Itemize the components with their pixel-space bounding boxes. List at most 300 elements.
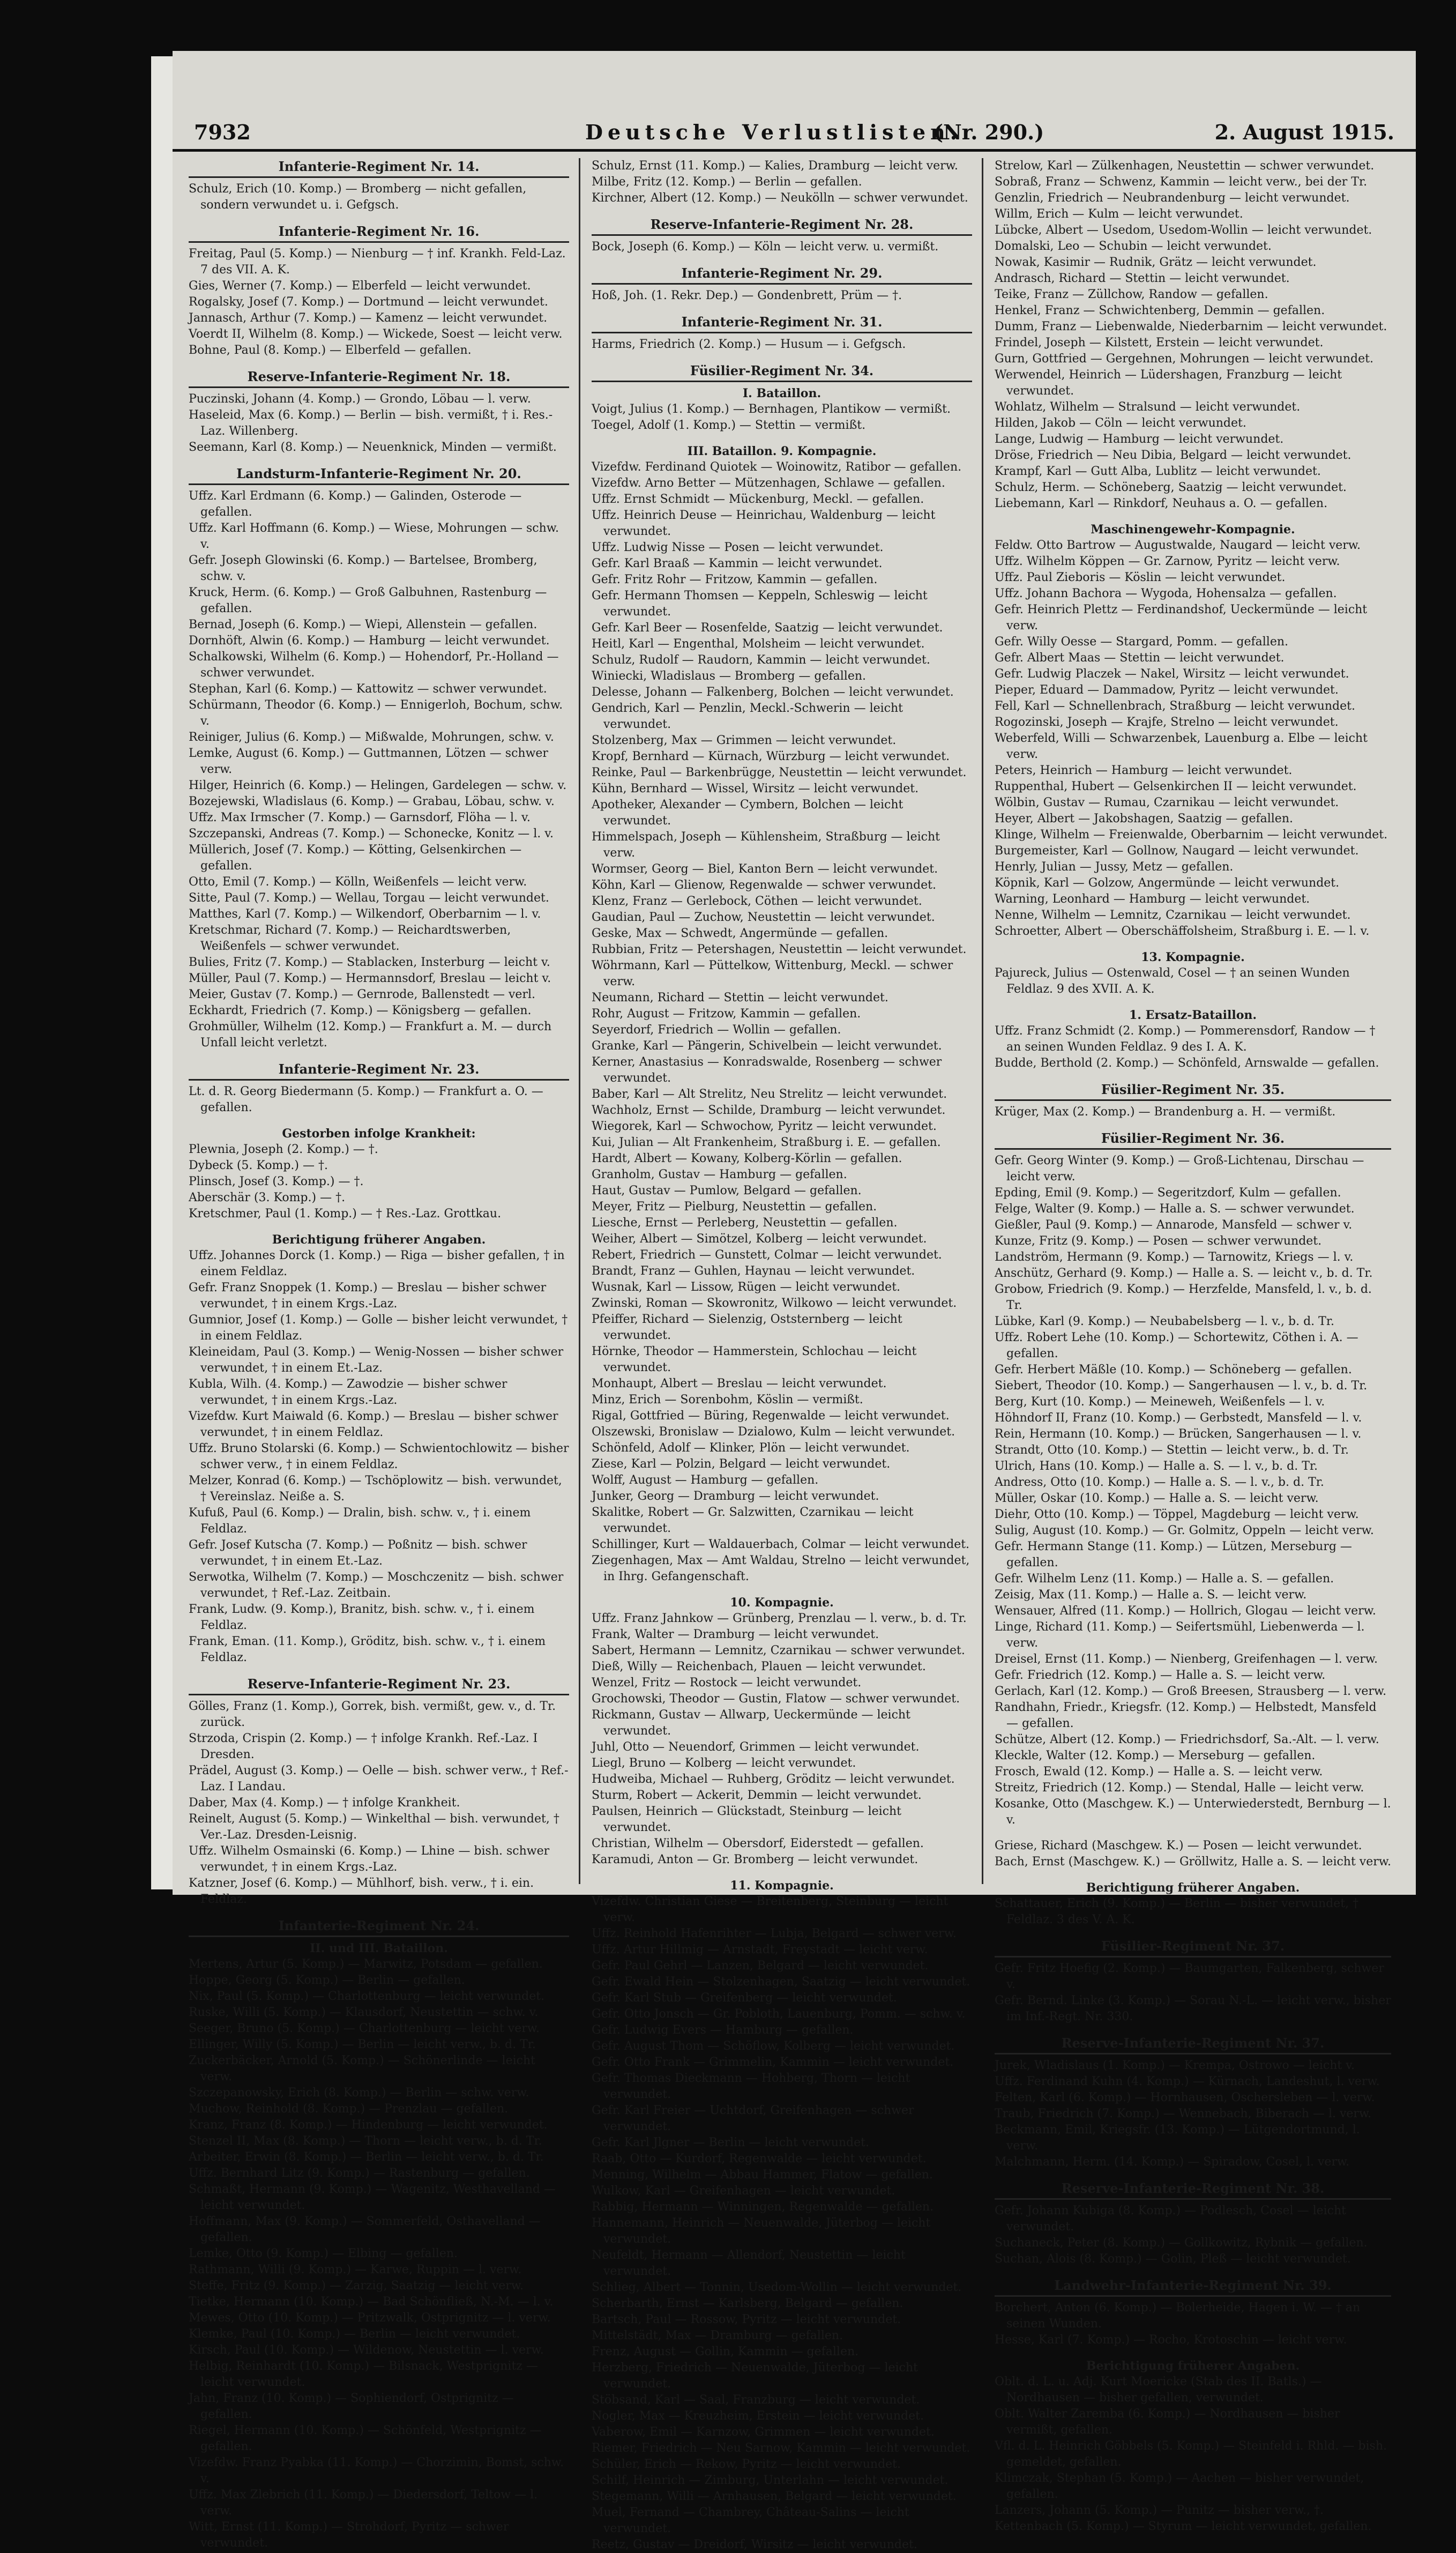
casualty-entry: Daber, Max (4. Komp.) — † infolge Krankheit.	[189, 1796, 460, 1810]
list-section	[995, 2180, 1391, 2267]
casualty-entry: Raab, Otto — Kurdorf, Regenwalde — leicht verwundet.	[592, 2152, 927, 2165]
casualty-entry: Uffz. Franz Schmidt (2. Komp.) — Pommerensdorf, Randow — † an seinen Wunden Feldlaz. 9 des I. A. K.	[995, 1024, 1376, 1054]
casualty-entry: Freitag, Paul (5. Komp.) — Nienburg — † inf. Krankh. Feld-Laz. 7 des VII. A. K.	[189, 247, 566, 277]
casualty-entry: Gefr. Bernd. Linke (3. Komp.) — Sorau N.-L. — leicht verw., bisher im Inf.-Regt. Nr. 330.	[995, 1994, 1391, 2023]
casualty-entry: Schroetter, Albert — Oberschäffolsheim, Straßburg i. E. — l. v.	[995, 925, 1370, 938]
casualty-entry: Lange, Ludwig — Hamburg — leicht verwundet.	[995, 433, 1284, 446]
casualty-entry: Ziese, Karl — Polzin, Belgard — leicht verwundet.	[592, 1457, 891, 1471]
casualty-entry: Apotheker, Alexander — Cymbern, Bolchen — leicht verwundet.	[592, 798, 904, 828]
list-section	[592, 265, 972, 304]
casualty-entry: Uffz. Robert Lehe (10. Komp.) — Schortewitz, Cöthen i. A. — gefallen.	[995, 1331, 1358, 1360]
casualty-entry: Otto, Emil (7. Komp.) — Kölln, Weißenfels — leicht verw.	[189, 875, 527, 889]
casualty-entry: Strandt, Otto (10. Komp.) — Stettin — leicht verw., b. d. Tr.	[995, 1443, 1349, 1457]
casualty-entry: Schulz, Ernst (11. Komp.) — Kalies, Dramburg — leicht verw.	[592, 159, 958, 173]
casualty-entry: Helbig, Reinhardt (10. Komp.) — Bilsnack, Westprignitz — leicht verwundet.	[189, 2360, 538, 2389]
regiment-heading: Füsilier-Regiment Nr. 37.	[995, 1938, 1391, 1957]
casualty-entry: Voerdt II, Wilhelm (8. Komp.) — Wickede, Soest — leicht verw.	[189, 328, 563, 341]
casualty-entry: Beckmann, Emil, Kriegsfr. (13. Komp.) — Lütgendortmund, l. verw.	[995, 2123, 1360, 2153]
casualty-entry: Juhl, Otto — Neuendorf, Grimmen — leicht verwundet.	[592, 1740, 920, 1754]
casualty-entry: Rickmann, Gustav — Allwarp, Ueckermünde — leicht verwundet.	[592, 1708, 910, 1738]
casualty-entry: Gefr. Otto Frank — Grimmelin, Kammin — leicht verwundet.	[592, 2056, 954, 2069]
casualty-entry: Bartsch, Paul — Rossow, Pyritz — leicht verwundet.	[592, 2313, 901, 2326]
casualty-entry: Wohlatz, Wilhelm — Stralsund — leicht verwundet.	[995, 400, 1301, 414]
casualty-entry: Winiecki, Wladislaus — Bromberg — gefallen.	[592, 669, 867, 683]
casualty-entry: Kettenbach (5. Komp.) — Styrum — leicht verwundet, gefallen.	[995, 2520, 1372, 2533]
casualty-entry: Randhahn, Friedr., Kriegsfr. (12. Komp.) — Helbstedt, Mansfeld — gefallen.	[995, 1701, 1377, 1730]
casualty-entry: Köpnik, Karl — Golzow, Angermünde — leicht verwundet.	[995, 876, 1340, 890]
casualty-entry: Müller, Paul (7. Komp.) — Hermannsdorf, Breslau — leicht v.	[189, 972, 551, 985]
casualty-entry: Gefr. Ludwig Evers — Hamburg — gefallen.	[592, 2023, 854, 2037]
casualty-entry: Scherbarth, Ernst — Karlsberg, Belgard — gefallen.	[592, 2297, 904, 2310]
casualty-entry: Frosch, Ewald (12. Komp.) — Halle a. S. — leicht verw.	[995, 1765, 1323, 1778]
casualty-entry: Wachholz, Ernst — Schilde, Dramburg — leicht verwundet.	[592, 1104, 946, 1117]
casualty-entry: Gefr. Otto Jonsch — Gr. Pobloth, Lauenburg, Pomm. — schw. v.	[592, 2007, 966, 2021]
casualty-entry: Uffz. Karl Erdmann (6. Komp.) — Galinden, Osterode — gefallen.	[189, 489, 522, 519]
list-section	[189, 158, 569, 213]
regiment-heading: Füsilier-Regiment Nr. 34.	[592, 362, 972, 382]
casualty-entry: Warning, Leonhard — Hamburg — leicht verwundet.	[995, 892, 1310, 906]
casualty-entry: Hilden, Jakob — Cöln — leicht verwundet.	[995, 416, 1246, 430]
casualty-entry: Bozejewski, Wladislaus (6. Komp.) — Grabau, Löbau, schw. v.	[189, 795, 555, 808]
casualty-entry: Diehr, Otto (10. Komp.) — Töppel, Magdeburg — leicht verw.	[995, 1508, 1359, 1521]
casualty-entry: Burgemeister, Karl — Gollnow, Naugard — leicht verwundet.	[995, 844, 1359, 858]
casualty-entry: Hudweiba, Michael — Ruhberg, Gröditz — leicht verwundet.	[592, 1773, 955, 1786]
casualty-entry: Schmaßt, Hermann (9. Komp.) — Wagenitz, Westhavelland — leicht verwundet.	[189, 2183, 556, 2212]
column-divider	[579, 158, 580, 1884]
casualty-entry: Herzberg, Friedrich — Neuenwalde, Jüterbog — leicht verwundet.	[592, 2361, 918, 2391]
page-header	[173, 111, 1416, 152]
casualty-entry: Gefr. Heinrich Plettz — Ferdinandshof, Ueckermünde — leicht verw.	[995, 603, 1368, 632]
casualty-entry: Hardt, Albert — Kowany, Kolberg-Körlin — gefallen.	[592, 1152, 902, 1165]
casualty-entry: Kretschmer, Paul (1. Komp.) — † Res.-Laz. Grottkau.	[189, 1207, 502, 1220]
issue-date: 2. August 1915.	[1214, 120, 1394, 144]
casualty-entry: Dröse, Friedrich — Neu Dibia, Belgard — leicht verwundet.	[995, 449, 1352, 462]
casualty-entry: Uffz. Ludwig Nisse — Posen — leicht verwundet.	[592, 541, 884, 554]
casualty-entry: Himmelspach, Joseph — Kühlensheim, Straßburg — leicht verw.	[592, 830, 940, 860]
casualty-entry: Andress, Otto (10. Komp.) — Halle a. S. — l. v., b. d. Tr.	[995, 1476, 1324, 1489]
casualty-entry: Reinelt, August (5. Komp.) — Winkelthal — bish. verwundet, † Ver.-Laz. Dresden-Leisnig.	[189, 1812, 559, 1842]
casualty-entry: Gefr. Paul Gehrl — Lanzen, Belgard — leicht verwundet.	[592, 1959, 929, 1973]
casualty-entry: Rein, Hermann (10. Komp.) — Brücken, Sangerhausen — l. v.	[995, 1427, 1362, 1441]
casualty-entry: Uffz. Wilhelm Köppen — Gr. Zarnow, Pyritz — leicht verw.	[995, 555, 1340, 568]
casualty-entry: Schürmann, Theodor (6. Komp.) — Ennigerloh, Bochum, schw. v.	[189, 698, 563, 728]
casualty-entry: Gefr. Joseph Glowinski (6. Komp.) — Bartelsee, Bromberg, schw. v.	[189, 554, 537, 583]
casualty-entry: Schlieg, Albert — Tonnin, Usedom-Wollin — leicht verwundet.	[592, 2281, 962, 2294]
casualty-entry: Krampf, Karl — Gutt Alba, Lublitz — leicht verwundet.	[995, 465, 1321, 478]
casualty-entry: Vizefdw. Arno Better — Mützenhagen, Schlawe — gefallen.	[592, 477, 945, 490]
casualty-entry: Gefr. Herbert Mäßle (10. Komp.) — Schöneberg — gefallen.	[995, 1363, 1352, 1376]
casualty-entry: Minz, Erich — Sorenbohm, Köslin — vermißt.	[592, 1393, 863, 1406]
casualty-entry: Gölles, Franz (1. Komp.), Gorrek, bish. vermißt, gew. v., d. Tr. zurück.	[189, 1700, 556, 1729]
list-section	[189, 1676, 569, 1908]
casualty-entry: Grohmüller, Wilhelm (12. Komp.) — Frankfurt a. M. — durch Unfall leicht verletzt.	[189, 1020, 552, 1050]
casualty-entry: Zuckerbäcker, Arnold (5. Komp.) — Schönerlinde — leicht verw.	[189, 2054, 535, 2083]
casualty-entry: Höhndorf II, Franz (10. Komp.) — Gerbstedt, Mansfeld — l. v.	[995, 1411, 1362, 1425]
casualty-entry: Willm, Erich — Kulm — leicht verwundet.	[995, 207, 1243, 221]
casualty-entry: Gies, Werner (7. Komp.) — Elberfeld — leicht verwundet.	[189, 279, 531, 293]
casualty-entry: Frank, Ludw. (9. Komp.), Branitz, bish. schw. v., † i. einem Feldlaz.	[189, 1603, 535, 1632]
casualty-entry: Uffz. Max Zlebrich (11. Komp.) — Diedersdorf, Teltow — l. verw.	[189, 2488, 538, 2518]
casualty-entry: Grochowski, Theodor — Gustin, Flatow — schwer verwundet.	[592, 1692, 960, 1706]
publication-title: Deutsche Verlustlisten.	[585, 120, 962, 144]
adjacent-page-edge	[151, 56, 173, 1889]
page-number: 7932	[194, 120, 251, 144]
casualty-entry: Gerlach, Karl (12. Komp.) — Groß Breesen, Strausberg — l. verw.	[995, 1685, 1387, 1698]
casualty-entry: Weberfeld, Willi — Schwarzenbek, Lauenburg a. Elbe — leicht verw.	[995, 732, 1368, 761]
casualty-entry: Paulsen, Heinrich — Glückstadt, Steinburg — leicht verwundet.	[592, 1805, 902, 1834]
casualty-entry: Stegemann, Willi — Arnhausen, Belgard — leicht verwundet.	[592, 2490, 957, 2503]
list-section	[592, 158, 972, 206]
casualty-entry: Puczinski, Johann (4. Komp.) — Grondo, Löbau — l. verw.	[189, 392, 531, 406]
casualty-entry: Seeger, Bruno (5. Komp.) — Charlottenburg — leicht verw.	[189, 2022, 540, 2035]
casualty-entry: Dreisel, Ernst (11. Komp.) — Nienberg, Greifenhagen — l. verw.	[995, 1653, 1378, 1666]
casualty-entry: Schüler, Erich — Rekow, Pyritz — leicht verwundet.	[592, 2458, 901, 2471]
column-3	[995, 158, 1391, 2533]
casualty-entry: Uffz. Max Irmscher (7. Komp.) — Garnsdorf, Flöha — l. v.	[189, 811, 531, 824]
casualty-entry: Gefr. Fritz Rohr — Fritzow, Kammin — gefallen.	[592, 573, 878, 586]
casualty-entry: Gefr. Georg Winter (9. Komp.) — Groß-Lichtenau, Dirschau — leicht verw.	[995, 1154, 1364, 1184]
casualty-entry: Katzner, Josef (6. Komp.) — Mühlhorf, bish. verw., † i. ein. Feldlaz.	[189, 1877, 534, 1906]
casualty-entry: Lübcke, Albert — Usedom, Usedom-Wollin — leicht verwundet.	[995, 224, 1372, 237]
casualty-entry: Gumnior, Josef (1. Komp.) — Golle — bisher leicht verwundet, † in einem Feldlaz.	[189, 1313, 568, 1343]
casualty-entry: Lanzers, Johann (5. Komp.) — Punitz — bisher verw., †.	[995, 2504, 1324, 2517]
casualty-entry: Wöhrmann, Karl — Püttelkow, Wittenburg, Meckl. — schwer verw.	[592, 959, 953, 988]
casualty-entry: Lemke, August (6. Komp.) — Guttmannen, Lötzen — schwer verw.	[189, 747, 548, 776]
casualty-entry: Genzlin, Friedrich — Neubrandenburg — leicht verwundet.	[995, 191, 1350, 205]
casualty-entry: Teike, Franz — Züllchow, Randow — gefallen.	[995, 288, 1268, 301]
list-section	[995, 1130, 1391, 1828]
casualty-entry: Uffz. Johann Bachora — Wygoda, Hohensalza — gefallen.	[995, 587, 1337, 600]
section-subheading: 1. Ersatz-Bataillon.	[1129, 1008, 1257, 1022]
casualty-entry: Gefr. Karl Jlgner — Berlin — leicht verwundet.	[592, 2136, 869, 2149]
casualty-entry: Kirchner, Albert (12. Komp.) — Neukölln — schwer verwundet.	[592, 191, 968, 205]
casualty-entry: Reiniger, Julius (6. Komp.) — Mißwalde, Mohrungen, schw. v.	[189, 731, 554, 744]
section-subheading: II. und III. Bataillon.	[310, 1941, 448, 1955]
casualty-entry: Wusnak, Karl — Lissow, Rügen — leicht verwundet.	[592, 1281, 901, 1294]
casualty-entry: Vaberow, Emil — Karnzow, Grimmen — leicht verwundet.	[592, 2425, 935, 2439]
casualty-entry: Peters, Heinrich — Hamburg — leicht verwundet.	[995, 764, 1293, 777]
list-section	[592, 1878, 972, 2553]
section-subheading: 13. Kompagnie.	[1141, 950, 1245, 964]
casualty-entry: Schillinger, Kurt — Waldauerbach, Colmar — leicht verwundet.	[592, 1538, 970, 1551]
regiment-heading: Infanterie-Regiment Nr. 24.	[189, 1917, 569, 1937]
casualty-entry: Borchert, Anton (6. Komp.) — Bolerheide, Hagen i. W. — † an seinen Wunden.	[995, 2301, 1361, 2331]
regiment-heading: Reserve-Infanterie-Regiment Nr. 37.	[995, 2035, 1391, 2055]
casualty-entry: Gefr. Karl Stub — Greifenberg — leicht verwundet.	[592, 1991, 897, 2005]
list-section	[995, 2035, 1391, 2170]
casualty-entry: Schalkowski, Wilhelm (6. Komp.) — Hohendorf, Pr.-Holland — schwer verwundet.	[189, 650, 559, 680]
casualty-entry: Gurn, Gottfried — Gergehnen, Mohrungen — leicht verwundet.	[995, 352, 1373, 366]
casualty-entry: Gefr. Hermann Stange (11. Komp.) — Lützen, Merseburg — gefallen.	[995, 1540, 1352, 1569]
casualty-entry: Ruske, Willi (5. Komp.) — Klausdorf, Neustettin — schw. v.	[189, 2006, 539, 2019]
section-subheading: Gestorben infolge Krankheit:	[282, 1127, 476, 1141]
list-section	[189, 1232, 569, 1666]
casualty-entry: Hoppe, Georg (5. Komp.) — Berlin — gefallen.	[189, 1974, 465, 1987]
list-section	[592, 216, 972, 255]
casualty-entry: Griese, Richard (Maschgew. K.) — Posen — leicht verwundet.	[995, 1839, 1362, 1852]
section-subheading: III. Bataillon. 9. Kompagnie.	[687, 444, 877, 458]
casualty-entry: Gießler, Paul (9. Komp.) — Annarode, Mansfeld — schwer v.	[995, 1218, 1353, 1232]
casualty-entry: Muchow, Reinhold (8. Komp.) — Prenzlau — gefallen.	[189, 2102, 509, 2116]
list-section	[995, 158, 1391, 512]
casualty-entry: Seemann, Karl (8. Komp.) — Neuenknick, Minden — vermißt.	[189, 441, 557, 454]
casualty-entry: Landström, Hermann (9. Komp.) — Tarnowitz, Kriegs — l. v.	[995, 1251, 1354, 1264]
casualty-entry: Frank, Walter — Dramburg — leicht verwundet.	[592, 1628, 879, 1641]
casualty-entry: Muel, Fernand — Chambrey, Château-Salins — leicht verwundet.	[592, 2506, 909, 2535]
casualty-entry: Junker, Georg — Dramburg — leicht verwundet.	[592, 1490, 879, 1503]
casualty-entry: Kerner, Anastasius — Konradswalde, Rosenberg — schwer verwundet.	[592, 1055, 942, 1085]
casualty-entry: Kropf, Bernhard — Kürnach, Würzburg — leicht verwundet.	[592, 750, 950, 763]
column-divider	[982, 158, 983, 1884]
casualty-entry: Gefr. Ewald Hein — Stolzenhagen, Saatzig — leicht verwundet.	[592, 1975, 970, 1989]
casualty-entry: Stolzenberg, Max — Grimmen — leicht verwundet.	[592, 734, 897, 747]
casualty-entry: Frank, Eman. (11. Komp.), Gröditz, bish. schw. v., † i. einem Feldlaz.	[189, 1635, 546, 1664]
casualty-entry: Liegl, Bruno — Kolberg — leicht verwundet.	[592, 1756, 856, 1770]
list-section	[995, 1880, 1391, 1928]
casualty-entry: Epding, Emil (9. Komp.) — Segeritzdorf, Kulm — gefallen.	[995, 1186, 1341, 1200]
section-subheading: Berichtigung früherer Angaben.	[272, 1233, 486, 1247]
casualty-entry: Gefr. Friedrich (12. Komp.) — Halle a. S. — leicht verw.	[995, 1669, 1326, 1682]
casualty-entry: Jurek, Wladislaus (1. Komp.) — Krempa, Ostrowo — leicht v.	[995, 2059, 1355, 2072]
casualty-entry: Zwinski, Roman — Skowronitz, Wilkowo — leicht verwundet.	[592, 1297, 957, 1310]
column-1	[189, 158, 569, 2550]
casualty-entry: Linge, Richard (11. Komp.) — Seifertsmühl, Liebenwerda — l. verw.	[995, 1620, 1365, 1650]
casualty-entry: Hoffmann, Max (9. Komp.) — Sommerfeld, Osthavelland — gefallen.	[189, 2215, 541, 2244]
casualty-entry: Hesse, Karl (7. Komp.) — Rocho, Krotoschin — leicht verw.	[995, 2333, 1347, 2347]
casualty-entry: Kui, Julian — Alt Frankenheim, Straßburg i. E. — gefallen.	[592, 1136, 941, 1149]
casualty-entry: Kühn, Bernhard — Wissel, Wirsitz — leicht verwundet.	[592, 782, 919, 795]
casualty-entry: Vfl. d. L. Heinrich Göbbels (5. Komp.) — Steinfeld i. Rhld. — bish. gemeldet, gefallen.	[995, 2439, 1387, 2469]
casualty-entry: Mewes, Otto (10. Komp.) — Pritzwalk, Ostprignitz — l. verw.	[189, 2311, 551, 2325]
regiment-heading: Infanterie-Regiment Nr. 31.	[592, 314, 972, 333]
casualty-entry: Olszewski, Bronislaw — Dzialowo, Kulm — leicht verwundet.	[592, 1425, 955, 1439]
casualty-entry: Schönfeld, Adolf — Klinker, Plön — leicht verwundet.	[592, 1441, 910, 1455]
casualty-entry: Sturm, Robert — Ackerit, Demmin — leicht verwundet.	[592, 1789, 922, 1802]
casualty-entry: Nenne, Wilhelm — Lemnitz, Czarnikau — leicht verwundet.	[995, 909, 1351, 922]
casualty-entry: Schilf, Heinrich — Zimburg, Unterlahn — leicht verwundet.	[592, 2474, 949, 2487]
casualty-entry: Krüger, Max (2. Komp.) — Brandenburg a. H. — vermißt.	[995, 1105, 1336, 1119]
casualty-entry: Feldw. Otto Bartrow — Augustwalde, Naugard — leicht verw.	[995, 539, 1361, 552]
casualty-entry: Sulig, August (10. Komp.) — Gr. Golmitz, Oppeln — leicht verw.	[995, 1524, 1374, 1537]
casualty-entry: Köhn, Karl — Glienow, Regenwalde — schwer verwundet.	[592, 879, 936, 892]
casualty-entry: Schulz, Herm. — Schöneberg, Saatzig — leicht verwundet.	[995, 481, 1347, 494]
casualty-entry: Rathmann, Willi (9. Komp.) — Karwe, Ruppin — l. verw.	[189, 2263, 522, 2276]
list-section	[995, 949, 1391, 998]
list-section	[995, 1938, 1391, 2025]
casualty-entry: Gefr. Karl Beer — Rosenfelde, Saatzig — leicht verwundet.	[592, 621, 943, 635]
list-section	[189, 465, 569, 1051]
casualty-entry: Wiegorek, Karl — Schwochow, Pyritz — leicht verwundet.	[592, 1120, 937, 1133]
casualty-entry: Bock, Joseph (6. Komp.) — Köln — leicht verw. u. vermißt.	[592, 240, 939, 254]
casualty-entry: Mertens, Artur (5. Komp.) — Marwitz, Potsdam — gefallen.	[189, 1957, 543, 1971]
list-section	[995, 2277, 1391, 2348]
casualty-entry: Weiher, Albert — Simötzel, Kolberg — leicht verwundet.	[592, 1232, 927, 1246]
casualty-entry: Voigt, Julius (1. Komp.) — Bernhagen, Plantikow — vermißt.	[592, 403, 951, 416]
casualty-entry: Gefr. Johann Kubiga (8. Komp.) — Podlesch, Cosel — leicht verwundet.	[995, 2204, 1346, 2234]
casualty-entry: Domalski, Leo — Schubin — leicht verwundet.	[995, 240, 1272, 253]
list-section	[189, 1126, 569, 1222]
casualty-entry: Frenz, August — Gollin, Kammin — gefallen.	[592, 2345, 859, 2358]
casualty-entry: Neumann, Richard — Stettin — leicht verwundet.	[592, 991, 888, 1004]
casualty-entry: Schütze, Albert (12. Komp.) — Friedrichsdorf, Sa.-Alt. — l. verw.	[995, 1733, 1379, 1746]
casualty-entry: Tietke, Hermann (10. Komp.) — Bad Schönfließ, N.-M. — l. v.	[189, 2295, 554, 2309]
casualty-entry: Stenzel II, Max (8. Komp.) — Thorn — leicht verw., b. d. Tr.	[189, 2134, 542, 2148]
casualty-entry: Pajureck, Julius — Ostenwald, Cosel — † an seinen Wunden Feldlaz. 9 des XVII. A. K.	[995, 966, 1350, 996]
casualty-entry: Reinke, Paul — Barkenbrügge, Neustettin — leicht verwundet.	[592, 766, 967, 779]
casualty-entry: Uffz. Paul Zieboris — Köslin — leicht verwundet.	[995, 571, 1286, 584]
casualty-entry: Witt, Ernst (11. Komp.) — Strohdorf, Pyritz — schwer verwundet.	[189, 2520, 509, 2550]
casualty-entry: Henkel, Franz — Schwichtenberg, Demmin — gefallen.	[995, 304, 1325, 317]
regiment-heading: Infanterie-Regiment Nr. 14.	[189, 158, 569, 178]
casualty-entry: Liesche, Ernst — Perleberg, Neustettin — gefallen.	[592, 1216, 898, 1230]
casualty-entry: Stephan, Karl (6. Komp.) — Kattowitz — schwer verwundet.	[189, 682, 547, 696]
casualty-entry: Streitz, Friedrich (12. Komp.) — Stendal, Halle — leicht verw.	[995, 1781, 1364, 1795]
casualty-entry: Budde, Berthold (2. Komp.) — Schönfeld, Arnswalde — gefallen.	[995, 1056, 1379, 1070]
casualty-entry: Uffz. Reinhold Hafenrihter — Lubja, Belgard — schwer verw.	[592, 1927, 957, 1940]
casualty-entry: Aberschär (3. Komp.) — †.	[189, 1191, 346, 1204]
casualty-entry: Melzer, Konrad (6. Komp.) — Tschöplowitz — bish. verwundet, † Vereinslaz. Neiße a. S.	[189, 1474, 562, 1503]
casualty-entry: Uffz. Karl Hoffmann (6. Komp.) — Wiese, Mohrungen — schw. v.	[189, 522, 559, 551]
casualty-entry: Kleckle, Walter (12. Komp.) — Merseburg — gefallen.	[995, 1749, 1316, 1762]
casualty-entry: Liebemann, Karl — Rinkdorf, Neuhaus a. O. — gefallen.	[995, 497, 1328, 510]
casualty-entry: Seyerdorf, Friedrich — Wollin — gefallen.	[592, 1023, 841, 1037]
casualty-entry: Pfeiffer, Richard — Sielenzig, Oststernberg — leicht verwundet.	[592, 1313, 902, 1342]
column-2	[592, 158, 972, 2551]
casualty-entry: Monhaupt, Albert — Breslau — leicht verwundet.	[592, 1377, 887, 1390]
casualty-entry: Eckhardt, Friedrich (7. Komp.) — Königsberg — gefallen.	[189, 1004, 532, 1017]
casualty-entry: Suchan, Alois (8. Komp.) — Golin, Pleß — leicht verwundet.	[995, 2252, 1351, 2266]
list-section	[995, 2358, 1391, 2535]
casualty-entry: Gefr. August Thom — Schöflow, Kolberg — leicht verwundet.	[592, 2040, 955, 2053]
casualty-entry: Heyer, Albert — Jakobshagen, Saatzig — gefallen.	[995, 812, 1293, 825]
casualty-entry: Strelow, Karl — Zülkenhagen, Neustettin — schwer verwundet.	[995, 159, 1375, 173]
issue-number: (Nr. 290.)	[934, 120, 1044, 144]
casualty-entry: Pieper, Eduard — Dammadow, Pyritz — leicht verwundet.	[995, 683, 1339, 697]
casualty-entry: Gefr. Karl Braaß — Kammin — leicht verwundet.	[592, 557, 883, 570]
list-section	[995, 522, 1391, 940]
casualty-entry: Oblt. Walter Zaremba (6. Komp.) — Nordhausen — bisher vermißt, gefallen.	[995, 2407, 1340, 2437]
casualty-entry: Heitl, Karl — Engenthal, Molsheim — leicht verwundet.	[592, 637, 925, 651]
casualty-entry: Meyer, Fritz — Pielburg, Neustettin — gefallen.	[592, 1200, 877, 1214]
casualty-entry: Gefr. Ludwig Placzek — Nakel, Wirsitz — leicht verwundet.	[995, 667, 1349, 681]
section-subheading: 10. Kompagnie.	[730, 1596, 834, 1610]
regiment-heading: Füsilier-Regiment Nr. 36.	[995, 1130, 1391, 1150]
casualty-entry: Uffz. Heinrich Deuse — Heinrichau, Waldenburg — leicht verwundet.	[592, 509, 936, 538]
casualty-entry: Skalitke, Robert — Gr. Salzwitten, Czarnikau — leicht verwundet.	[592, 1506, 914, 1535]
casualty-entry: Uffz. Artur Hillmig — Arnstadt, Freystadt — leicht verw.	[592, 1943, 928, 1956]
casualty-entry: Oblt. d. L. u. Adj. Kurt Moericke (Stab des II. Batls.) — Nordhausen — bisher gefallen, verwundet.	[995, 2375, 1322, 2405]
casualty-entry: Gefr. Albert Maas — Stettin — leicht verwundet.	[995, 651, 1285, 665]
casualty-entry: Müller, Oskar (10. Komp.) — Halle a. S. — leicht verw.	[995, 1492, 1319, 1505]
casualty-entry: Plinsch, Josef (3. Komp.) — †.	[189, 1175, 364, 1188]
casualty-entry: Geske, Max — Schwedt, Angermünde — gefallen.	[592, 927, 888, 940]
casualty-entry: Dumm, Franz — Liebenwalde, Niederbarnim — leicht verwundet.	[995, 320, 1387, 333]
casualty-entry: Baber, Karl — Alt Strelitz, Neu Strelitz — leicht verwundet.	[592, 1088, 947, 1101]
casualty-entry: Werwendel, Heinrich — Lüdershagen, Franzburg — leicht verwundet.	[995, 368, 1342, 398]
casualty-entry: Strzoda, Crispin (2. Komp.) — † infolge Krankh. Ref.-Laz. I Dresden.	[189, 1732, 538, 1761]
casualty-entry: Granke, Karl — Pängerin, Schivelbein — leicht verwundet.	[592, 1039, 942, 1053]
casualty-entry: Sitte, Paul (7. Komp.) — Wellau, Torgau — leicht verwundet.	[189, 891, 549, 905]
casualty-entry: Nowak, Kasimir — Rudnik, Grätz — leicht verwundet.	[995, 256, 1317, 269]
casualty-entry: Rogozinski, Joseph — Krajfe, Strelno — leicht verwundet.	[995, 716, 1339, 729]
casualty-entry: Prädel, August (3. Komp.) — Oelle — bish. schwer verw., † Ref.-Laz. I Landau.	[189, 1764, 569, 1793]
casualty-entry: Vizefdw. Franz Pyabka (11. Komp.) — Chorzimin, Bomst, schw. v.	[189, 2456, 564, 2485]
casualty-entry: Ellinger, Willy (5. Komp.) — Berlin — leicht verw., b. d. Tr.	[189, 2038, 536, 2051]
casualty-entry: Klenz, Franz — Gerlebock, Cöthen — leicht verwundet.	[592, 895, 922, 908]
casualty-entry: Gendrich, Karl — Penzlin, Meckl.-Schwerin — leicht verwundet.	[592, 702, 903, 731]
casualty-entry: Ziegenhagen, Max — Amt Waldau, Strelno — leicht verwundet, in Ihrg. Gefangenschaft.	[592, 1554, 970, 1583]
casualty-entry: Schattauer, Erich (9. Komp.) — Berlin — bisher verwundet, † Feldlaz. 3 des V. A. K.	[995, 1897, 1359, 1926]
casualty-entry: Hilger, Heinrich (6. Komp.) — Helingen, Gardelegen — schw. v.	[189, 779, 567, 792]
casualty-entry: Wormser, Georg — Biel, Kanton Bern — leicht verwundet.	[592, 862, 938, 876]
casualty-entry: Gefr. Wilhelm Lenz (11. Komp.) — Halle a. S. — gefallen.	[995, 1572, 1334, 1586]
casualty-entry: Haseleid, Max (6. Komp.) — Berlin — bish. vermißt, † i. Res.-Laz. Willenberg.	[189, 408, 553, 438]
list-section	[592, 443, 972, 1585]
regiment-heading: Infanterie-Regiment Nr. 29.	[592, 265, 972, 285]
casualty-entry: Dybeck (5. Komp.) — †.	[189, 1159, 328, 1172]
casualty-entry: Neufeldt, Hermann — Allendorf, Neustettin — leicht verwundet.	[592, 2249, 906, 2278]
regiment-heading: Infanterie-Regiment Nr. 16.	[189, 223, 569, 243]
casualty-entry: Rigal, Gottfried — Büring, Regenwalde — leicht verwundet.	[592, 1409, 950, 1423]
casualty-entry: Gefr. Josef Kutscha (7. Komp.) — Poßnitz — bish. schwer verwundet, † in einem Et.-Laz.	[189, 1538, 527, 1568]
casualty-entry: Malchmann, Herm. (14. Komp.) — Spiradow, Cosel, l. verw.	[995, 2155, 1350, 2169]
casualty-entry: Müllerich, Josef (7. Komp.) — Kötting, Gelsenkirchen — gefallen.	[189, 843, 522, 873]
casualty-entry: Bohne, Paul (8. Komp.) — Elberfeld — gefallen.	[189, 344, 472, 357]
list-section	[189, 1061, 569, 1116]
regiment-heading: Landsturm-Infanterie-Regiment Nr. 20.	[189, 465, 569, 485]
casualty-entry: Dornhöft, Alwin (6. Komp.) — Hamburg — leicht verwundet.	[189, 634, 550, 647]
casualty-entry: Delesse, Johann — Falkenberg, Bolchen — leicht verwundet.	[592, 686, 954, 699]
regiment-heading: Landwehr-Infanterie-Regiment Nr. 39.	[995, 2277, 1391, 2297]
casualty-entry: Szczepanowsky, Erich (8. Komp.) — Berlin — schw. verw.	[189, 2086, 529, 2100]
casualty-entry: Rebert, Friedrich — Gunstett, Colmar — leicht verwundet.	[592, 1248, 942, 1262]
casualty-entry: Grobow, Friedrich (9. Komp.) — Herzfelde, Mansfeld, l. v., b. d. Tr.	[995, 1283, 1372, 1312]
casualty-entry: Lt. d. R. Georg Biedermann (5. Komp.) — Frankfurt a. O. — gefallen.	[189, 1085, 543, 1114]
casualty-entry: Kirsch, Paul (10. Komp.) — Wildenow, Neustettin — l. verw.	[189, 2343, 544, 2357]
casualty-entry: Lübke, Karl (9. Komp.) — Neubabelsberg — l. v., b. d. Tr.	[995, 1315, 1334, 1328]
casualty-entry: Gefr. Thomas Dieckmann — Hohberg, Thorn — leicht verwundet.	[592, 2072, 910, 2101]
casualty-entry: Vizefdw. Ferdinand Quiotek — Woinowitz, Ratibor — gefallen.	[592, 460, 962, 474]
casualty-entry: Milbe, Fritz (12. Komp.) — Berlin — gefallen.	[592, 175, 862, 189]
casualty-entry: Riemer, Friedrich — Neu Sarnow, Kammin — leicht verwundet.	[592, 2442, 970, 2455]
casualty-entry: Ulrich, Hans (10. Komp.) — Halle a. S. — l. v., b. d. Tr.	[995, 1460, 1318, 1473]
regiment-heading: Reserve-Infanterie-Regiment Nr. 38.	[995, 2180, 1391, 2200]
casualty-entry: Schulz, Erich (10. Komp.) — Bromberg — nicht gefallen, sondern verwundet u. i. Gefgsch.	[189, 182, 527, 212]
casualty-entry: Plewnia, Joseph (2. Komp.) — †.	[189, 1143, 378, 1156]
casualty-entry: Riegel, Hermann (10. Komp.) — Schönfeld, Westprignitz — gefallen.	[189, 2424, 542, 2453]
casualty-entry: Rogalsky, Josef (7. Komp.) — Dortmund — leicht verwundet.	[189, 295, 548, 309]
casualty-entry: Rohr, August — Fritzow, Kammin — gefallen.	[592, 1007, 861, 1021]
casualty-entry: Felten, Karl (6. Komp.) — Hornhausen, Oschersleben — l. verw.	[995, 2091, 1375, 2104]
casualty-entry: Gefr. Willy Oesse — Stargard, Pomm. — gefallen.	[995, 635, 1289, 649]
casualty-entry: Uffz. Wilhelm Osmainski (6. Komp.) — Lhine — bish. schwer verwundet, † in einem Krgs.-Laz.	[189, 1844, 550, 1874]
casualty-entry: Fell, Karl — Schnellenbrach, Straßburg — leicht verwundet.	[995, 699, 1355, 713]
casualty-entry: Kunze, Fritz (9. Komp.) — Posen — schwer verwundet.	[995, 1234, 1322, 1248]
casualty-entry: Szczepanski, Andreas (7. Komp.) — Schonecke, Konitz — l. v.	[189, 827, 554, 840]
casualty-entry: Granholm, Gustav — Hamburg — gefallen.	[592, 1168, 847, 1181]
casualty-entry: Bulies, Fritz (7. Komp.) — Stablacken, Insterburg — leicht v.	[189, 956, 550, 969]
casualty-entry: Kruck, Herm. (6. Komp.) — Groß Galbuhnen, Rastenburg — gefallen.	[189, 586, 547, 615]
casualty-entry: Zeisig, Max (11. Komp.) — Halle a. S. — leicht verw.	[995, 1588, 1307, 1602]
casualty-entry: Suchaneck, Peter (8. Komp.) — Gollkowitz, Rybnik — gefallen.	[995, 2236, 1368, 2250]
casualty-entry: Hannemann, Heinrich — Neuenwalde, Jüterbog — leicht verwundet.	[592, 2216, 931, 2246]
regiment-heading: Reserve-Infanterie-Regiment Nr. 28.	[592, 216, 972, 236]
list-section	[189, 1917, 569, 2551]
casualty-entry: Anschütz, Gerhard (9. Komp.) — Halle a. S. — leicht v., b. d. Tr.	[995, 1267, 1373, 1280]
list-section	[189, 223, 569, 359]
list-section	[995, 1081, 1391, 1120]
casualty-entry: Berg, Kurt (10. Komp.) — Meineweh, Weißenfels — l. v.	[995, 1395, 1325, 1409]
